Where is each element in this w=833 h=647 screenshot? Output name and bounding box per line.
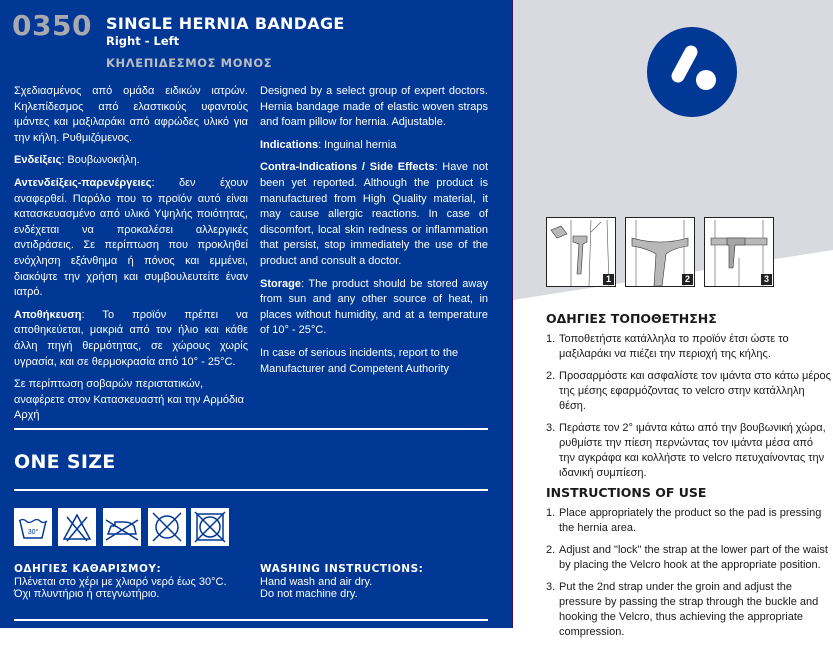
greek-indications-text: : Βουβωνοκήλη.	[61, 154, 140, 167]
item-text: Adjust and "lock" the strap at the lower part of the waist by placing the Velcro hook at the appropriate position.	[559, 544, 828, 571]
english-storage-label: Storage	[260, 277, 301, 290]
no-tumble-dry-icon	[148, 508, 186, 546]
english-contra-text: : Have not been yet reported. Although the product is manufactured from High Quality material, it may cause allergic reactions. In case of discomfort, local skin redness or inflammation that persist, stop immediately the use of the product and consult a doctor.	[260, 161, 488, 267]
wash-temp-label: 30°	[27, 529, 39, 536]
item-number: 2.	[546, 544, 556, 556]
item-text: Προσαρμόστε και ασφαλίστε τον ιμάντα στο κάτω μέρος της μέσης εφαρμόζοντας το velcro στην κατάλληλη θέση.	[559, 370, 831, 412]
english-contra-label: Contra-Indications / Side Effects	[260, 161, 435, 174]
size-label: ONE SIZE	[14, 451, 116, 473]
item-text: Τοποθετήστε κατάλληλα το προϊόν έτσι ώστε το μαξιλαράκι να πιέζει την περιοχή της κήλης.	[559, 333, 789, 360]
product-title: SINGLE HERNIA BANDAGE	[106, 14, 345, 33]
greek-washing-instructions	[14, 563, 227, 601]
list-item	[546, 421, 831, 481]
item-text: Περάστε τον 2° ιμάντα κάτω από την βουβωνική χώρα, ρυθμίστε την πίεση περνώντας τον ιμάντα μέσα από την αγκράφα και κολλήστε το velcro πετυχαίνοντας την ιδανική συμπίεση.	[559, 422, 826, 479]
greek-storage-text: : Το προϊόν πρέπει να αποθηκεύεται, μακριά από τον ήλιο και κάθε άλλη πηγή θερμότητας, σε χώρους χωρίς υγρασία, και σε θερμοκρασία από 10° - 25°C.	[14, 308, 248, 368]
list-item	[546, 543, 831, 573]
item-text: Place appropriately the product so the pad is pressing the hernia area.	[559, 507, 822, 534]
english-washing-line: Hand wash and air dry.	[260, 575, 373, 588]
greek-indications	[14, 153, 248, 169]
item-number: 3.	[546, 581, 556, 593]
no-machine-dry-icon	[191, 508, 229, 546]
list-item	[546, 580, 831, 640]
greek-storage-label: Αποθήκευση	[14, 308, 82, 321]
english-description-column	[260, 84, 488, 384]
item-number: 1.	[546, 333, 556, 345]
divider	[14, 489, 488, 491]
product-subtitle: Right - Left	[106, 34, 180, 48]
greek-incidents: Σε περίπτωση σοβαρών περιστατικών, αναφέρετε στον Κατασκευαστή και την Αρμόδια Αρχή	[14, 378, 244, 422]
brand-logo-icon	[646, 26, 738, 118]
greek-contra-text: : δεν έχουν αναφερθεί. Παρόλο που το προϊόν αυτό είναι κατασκευασμένο από υλικό Υψηλής ποιότητας, ενδέχεται να προκαλέσει αλλεργικές αντιδράσεις. Σε περίπτωση που προκληθεί ενόχληση εξάνθημα ή πόνος και εμμένει, διακόψτε την χρήση και συμβουλευτείτε έναν ιατρό.	[14, 176, 248, 299]
product-code: 0350	[12, 9, 92, 42]
greek-washing-line: Πλένεται στο χέρι με χλιαρό νερό έως 30°C.	[14, 575, 227, 588]
hand-wash-30-icon	[14, 508, 52, 546]
item-number: 2.	[546, 370, 556, 382]
greek-washing-line: Όχι πλυντήριο ή στεγνωτήριο.	[14, 588, 160, 600]
step-illustration-3	[704, 217, 774, 287]
product-greek-title: ΚΗΛΕΠΙΔΕΣΜΟΣ ΜΟΝΟΣ	[106, 56, 273, 70]
step-illustration-1	[546, 217, 616, 287]
greek-placement-instructions	[546, 311, 831, 488]
english-washing-instructions	[260, 563, 423, 601]
item-number: 3.	[546, 422, 556, 434]
greek-placement-heading: ΟΔΗΓΙΕΣ ΤΟΠΟΘΕΤΗΣΗΣ	[546, 311, 717, 326]
english-storage	[260, 277, 488, 339]
english-description: Designed by a select group of expert doctors. Hernia bandage made of elastic woven straps and foam pillow for hernia. Adjustable.	[260, 85, 488, 129]
english-contraindications	[260, 160, 488, 269]
english-storage-text: : The product should be stored away from sun and any other source of heat, in places without humidity, and at a temperature of 10° - 25°C.	[260, 277, 488, 337]
step-number: 2	[682, 274, 693, 285]
instructions-panel	[513, 0, 833, 638]
english-incidents: In case of serious incidents, report to the Manufacturer and Competent Authority	[260, 346, 459, 375]
greek-contra-label: Αντενδείξεις-παρενέργειες	[14, 176, 152, 189]
english-indications	[260, 138, 488, 154]
list-item	[546, 369, 831, 414]
item-text: Put the 2nd strap under the groin and adjust the pressure by passing the strap through the buckle and hooking the Velcro, thus achieving the appropriate compression.	[559, 581, 819, 638]
list-item	[546, 332, 831, 362]
greek-contraindications	[14, 176, 248, 301]
greek-storage	[14, 308, 248, 370]
step-illustration-2	[625, 217, 695, 287]
english-instructions-of-use	[546, 485, 831, 647]
english-washing-heading: WASHING INSTRUCTIONS:	[260, 563, 424, 575]
english-indications-label: Indications	[260, 138, 319, 151]
greek-washing-heading: ΟΔΗΓΙΕΣ ΚΑΘΑΡΙΣΜΟΥ:	[14, 563, 162, 575]
list-item	[546, 506, 831, 536]
greek-description-column	[14, 84, 248, 431]
no-bleach-icon	[58, 508, 96, 546]
english-instructions-heading: INSTRUCTIONS OF USE	[546, 485, 707, 500]
greek-indications-label: Ενδείξεις	[14, 154, 62, 167]
english-washing-line: Do not machine dry.	[260, 588, 358, 600]
no-iron-icon	[103, 508, 141, 546]
english-indications-text: : Inguinal hernia	[318, 138, 397, 151]
divider	[14, 428, 488, 430]
item-number: 1.	[546, 507, 556, 519]
greek-description: Σχεδιασμένος από ομάδα ειδικών ιατρών. Κηλεπίδεσμος από ελαστικούς υφαντούς ιμάντες και μαξιλαράκι από αφρώδες υλικό για την κήλη. Ρυθμιζόμενος.	[14, 85, 248, 144]
step-number: 1	[603, 274, 614, 285]
divider	[14, 619, 488, 621]
step-number: 3	[761, 274, 772, 285]
